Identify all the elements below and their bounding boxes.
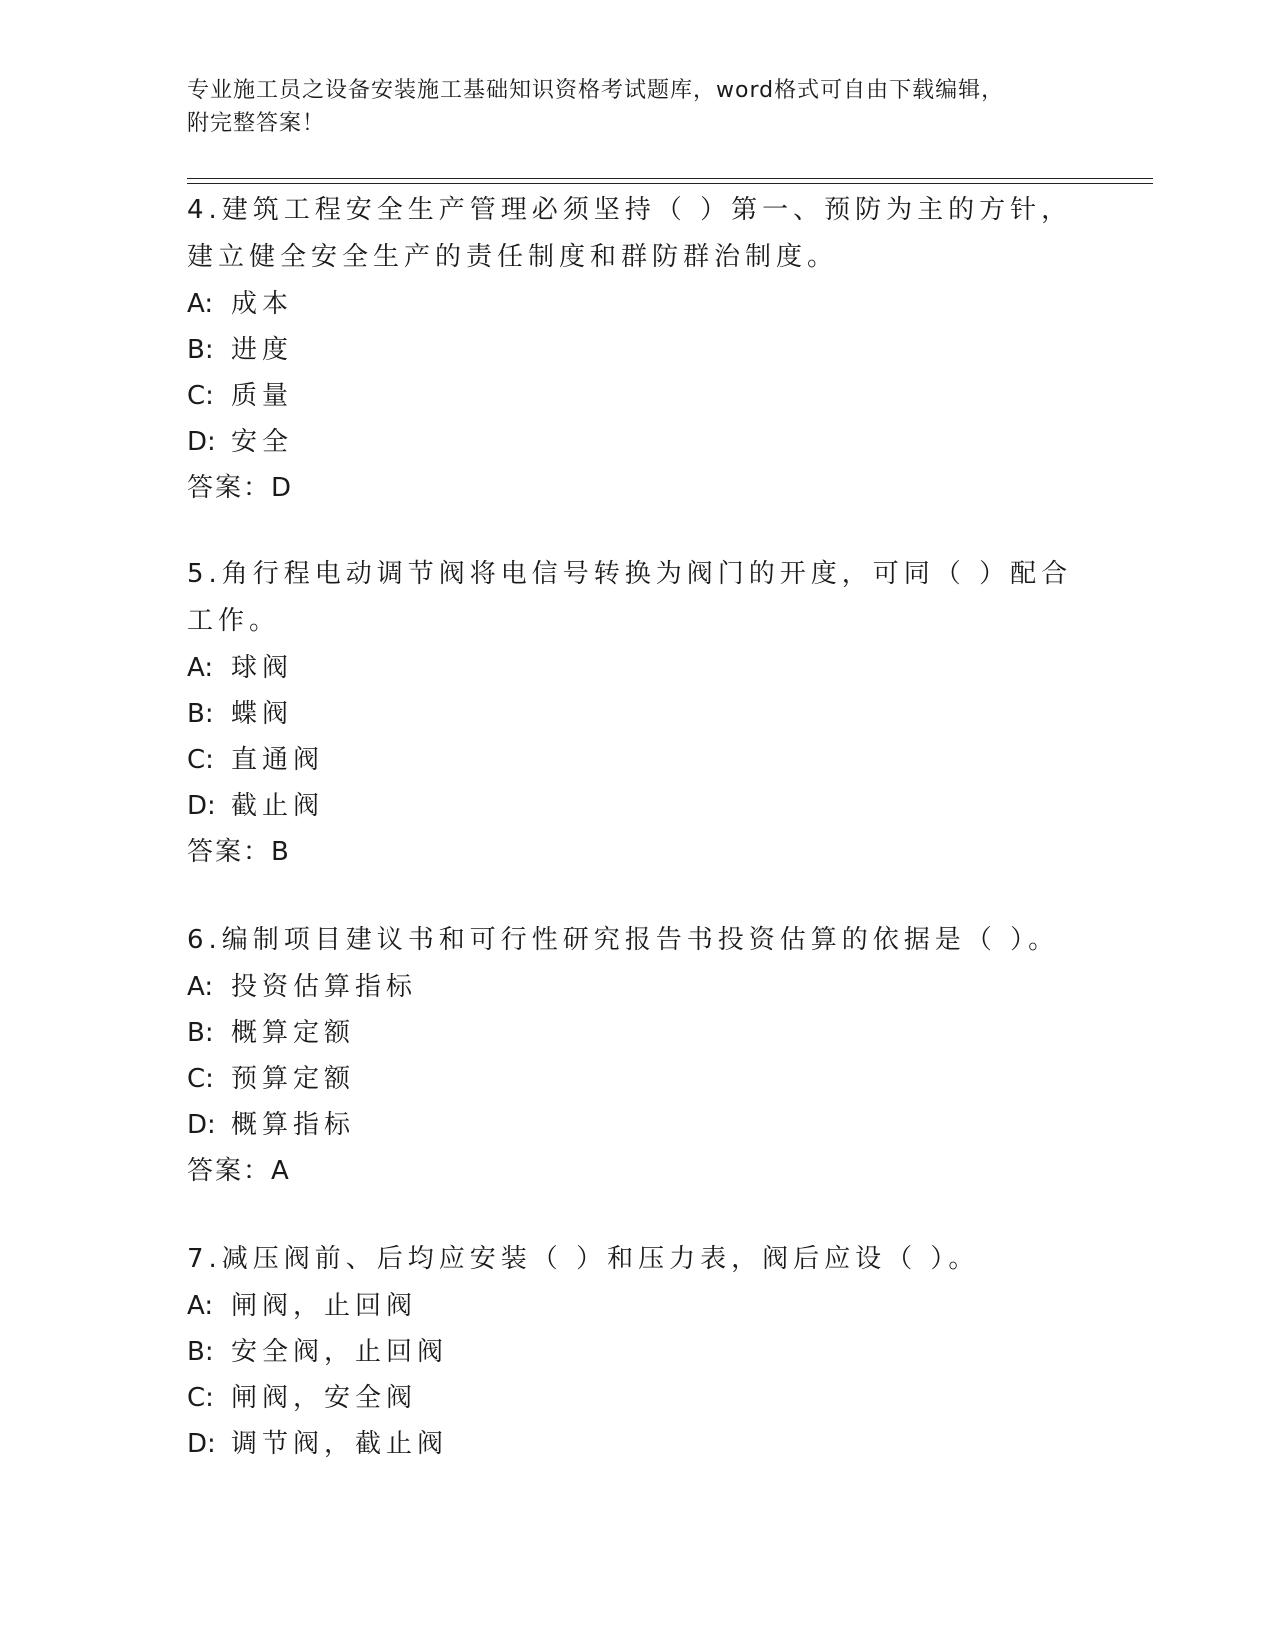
option-a <box>187 964 1087 1010</box>
header-line-2: 附完整答案！ <box>187 111 326 136</box>
answer: 答案：B <box>187 837 291 867</box>
question-4 <box>187 187 1087 511</box>
option-a <box>187 645 1087 691</box>
option-d <box>187 1421 1087 1467</box>
option-d <box>187 419 1087 465</box>
option-c <box>187 1056 1087 1102</box>
option-text: 调节阀，截止阀 <box>231 1429 449 1459</box>
option-b <box>187 1329 1087 1375</box>
option-letter: B: <box>187 335 214 365</box>
option-letter: B: <box>187 1018 214 1048</box>
option-text: 闸阀，止回阀 <box>231 1291 418 1321</box>
option-c <box>187 1375 1087 1421</box>
option-a <box>187 281 1087 327</box>
option-letter: B: <box>187 699 214 729</box>
question-stem: 5.角行程电动调节阀将电信号转换为阀门的开度，可同（ ）配合工作。 <box>187 559 1073 636</box>
option-d <box>187 1102 1087 1148</box>
option-text: 截止阀 <box>231 791 325 821</box>
option-letter: A: <box>187 1291 214 1321</box>
option-b <box>187 327 1087 373</box>
option-c <box>187 737 1087 783</box>
option-c <box>187 373 1087 419</box>
document-header <box>187 74 1087 140</box>
option-letter: D: <box>187 1110 216 1140</box>
option-b <box>187 691 1087 737</box>
option-letter: C: <box>187 1383 214 1413</box>
header-divider-bottom <box>187 183 1153 184</box>
option-d <box>187 783 1087 829</box>
question-6 <box>187 917 1087 1194</box>
option-letter: A: <box>187 972 214 1002</box>
option-text: 质量 <box>231 381 294 411</box>
option-text: 进度 <box>231 335 294 365</box>
header-divider-top <box>187 178 1153 179</box>
question-7 <box>187 1236 1087 1467</box>
option-letter: C: <box>187 1064 214 1094</box>
option-letter: D: <box>187 791 216 821</box>
option-text: 成本 <box>231 289 294 319</box>
option-b <box>187 1010 1087 1056</box>
option-text: 蝶阀 <box>231 699 294 729</box>
option-letter: A: <box>187 653 214 683</box>
option-text: 安全 <box>231 427 294 457</box>
option-text: 球阀 <box>231 653 294 683</box>
option-text: 直通阀 <box>231 745 325 775</box>
option-letter: C: <box>187 745 214 775</box>
answer: 答案：A <box>187 1156 291 1186</box>
option-a <box>187 1283 1087 1329</box>
option-letter: D: <box>187 1429 216 1459</box>
question-stem: 4.建筑工程安全生产管理必须坚持（ ）第一、预防为主的方针，建立健全安全生产的责任制度和群防群治制度。 <box>187 195 1073 272</box>
question-5 <box>187 551 1087 875</box>
question-stem: 6.编制项目建议书和可行性研究报告书投资估算的依据是（ ）。 <box>187 925 1060 955</box>
option-letter: C: <box>187 381 214 411</box>
question-stem: 7.减压阀前、后均应安装（ ）和压力表，阀后应设（ ）。 <box>187 1244 980 1274</box>
header-line-1: 专业施工员之设备安装施工基础知识资格考试题库，word格式可自由下载编辑， <box>187 78 1005 103</box>
option-text: 概算指标 <box>231 1110 356 1140</box>
option-text: 概算定额 <box>231 1018 356 1048</box>
option-text: 闸阀，安全阀 <box>231 1383 418 1413</box>
option-text: 安全阀，止回阀 <box>231 1337 449 1367</box>
option-letter: D: <box>187 427 216 457</box>
option-letter: A: <box>187 289 214 319</box>
option-letter: B: <box>187 1337 214 1367</box>
option-text: 投资估算指标 <box>231 972 418 1002</box>
option-text: 预算定额 <box>231 1064 356 1094</box>
answer: 答案：D <box>187 473 294 503</box>
